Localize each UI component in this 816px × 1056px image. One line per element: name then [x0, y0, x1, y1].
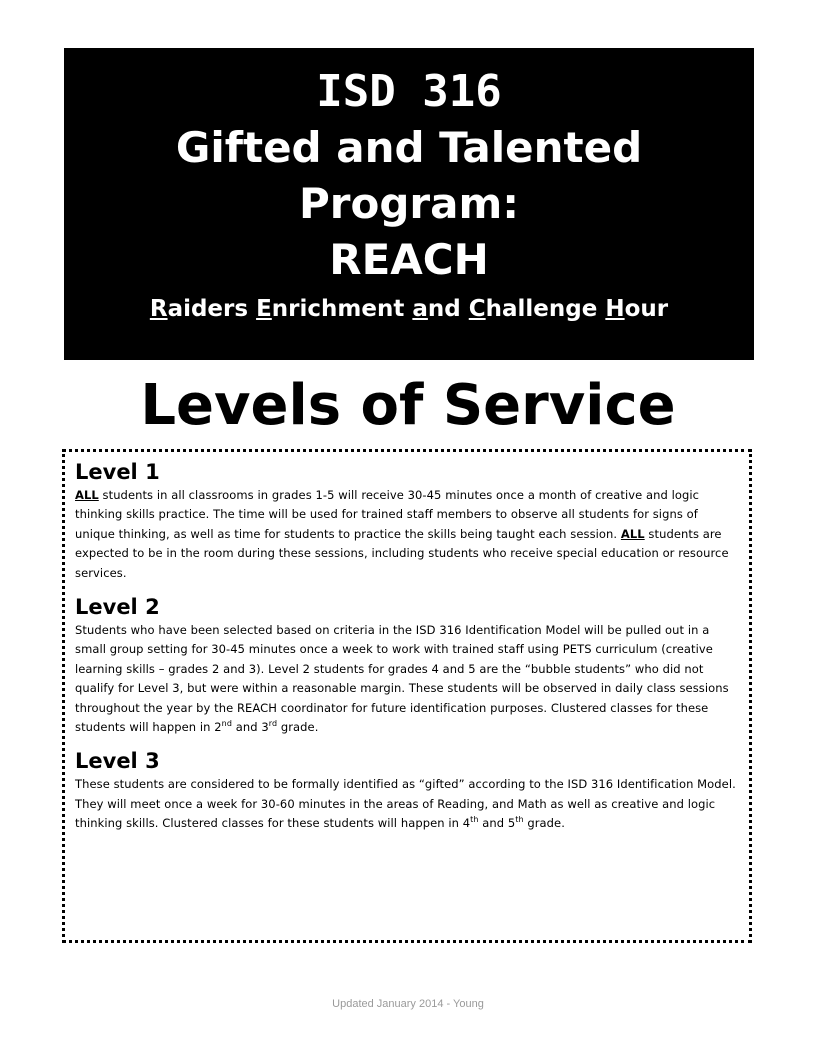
- level-2-heading: Level 2: [75, 595, 160, 620]
- level-2-section: [75, 593, 739, 737]
- page-footer: Updated January 2014 - Young: [332, 998, 484, 1010]
- reach-acronym-subtitle: Raiders Enrichment and Challenge Hour: [149, 296, 669, 322]
- district-name: ISD 316: [316, 66, 502, 117]
- program-header: [64, 48, 754, 360]
- level-3-heading: Level 3: [75, 749, 160, 774]
- page-title: Levels of Service: [140, 373, 676, 438]
- level-1-section: [75, 458, 739, 583]
- level-1-description: ALL students in all classrooms in grades 1-5 will receive 30-45 minutes once a month of creative and logic thinking skills practice. The time will be used for trained staff members to observe all students for signs of unique thinking, as well as time for students to practice the skills being taught each session. ALL students are expected to be in the room during these sessions, including students who receive special education or resource services.: [75, 488, 729, 580]
- level-2-description: Students who have been selected based on criteria in the ISD 316 Identification Model will be pulled out in a small group setting for 30-45 minutes once a week to work with trained staff using PETS curriculum (creative learning skills – grades 2 and 3). Level 2 students for grades 4 and 5 are the “bubble students” who did not qualify for Level 3, but were within a reasonable margin. These students will be observed in daily class sessions throughout the year by the REACH coordinator for future identification purposes. Clustered classes for these students will happen in 2nd and 3rd grade.: [75, 623, 729, 735]
- level-1-heading: Level 1: [75, 460, 160, 484]
- level-3-description: These students are considered to be formally identified as “gifted” according to the ISD 316 Identification Model. They will meet once a week for 30-60 minutes in the areas of Reading, and Math as well as creative and logic thinking skills. Clustered classes for these students will happen in 4th and 5th grade.: [75, 777, 736, 831]
- reach-name: REACH: [329, 235, 489, 284]
- levels-box: [62, 449, 752, 943]
- level-3-section: [75, 747, 739, 833]
- program-label: Program:: [298, 179, 520, 228]
- program-name: Gifted and Talented: [175, 123, 643, 172]
